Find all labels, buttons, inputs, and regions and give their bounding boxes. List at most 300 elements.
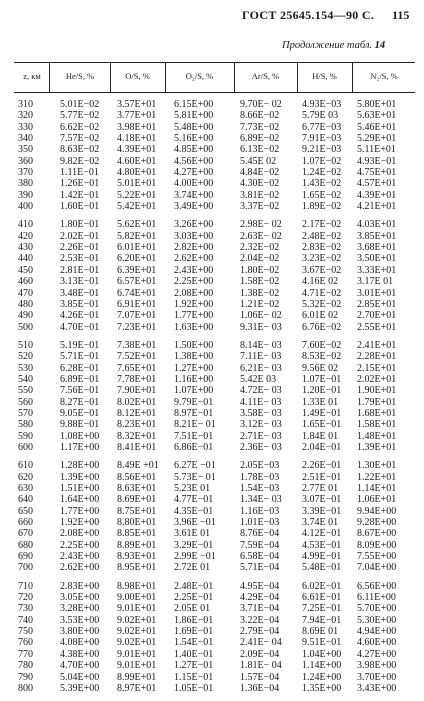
table-row — [14, 363, 415, 374]
helium-cell: 6.89E−01 — [60, 373, 100, 385]
page-header — [0, 8, 424, 28]
hydrogen-cell: 5.48E−01 — [302, 562, 342, 574]
nitrogen-cell: 3.50E+01 — [357, 253, 397, 265]
altitude-cell: 310 — [18, 99, 33, 110]
table-row — [14, 660, 415, 671]
altitude-cell: 600 — [18, 441, 33, 453]
hydrogen-cell: 6.61E−01 — [302, 592, 342, 604]
oxygen-cell: 6.39E+01 — [117, 264, 157, 276]
hydrogen-cell: 9.51E−01 — [302, 637, 342, 649]
altitude-cell: 660 — [18, 517, 33, 529]
argon-cell: 1.38E−02 — [240, 287, 280, 299]
altitude-cell: 500 — [18, 321, 33, 333]
argon-cell: 2.32E−02 — [240, 242, 280, 254]
argon-cell: 7.59E−04 — [240, 539, 280, 551]
hydrogen-cell: 4.53E−01 — [302, 539, 342, 551]
helium-cell: 5.39E+00 — [60, 682, 100, 694]
hydrogen-cell: 6.76E−02 — [302, 321, 342, 333]
molecular-oxygen-cell: 2.72E 01 — [174, 562, 211, 574]
argon-cell: 1.06E− 02 — [240, 310, 282, 322]
molecular-oxygen-cell: 8.21E− 01 — [174, 419, 216, 431]
row-group — [14, 99, 415, 212]
nitrogen-cell: 1.22E+01 — [357, 471, 397, 483]
nitrogen-cell: 4.39E+01 — [357, 189, 397, 201]
hydrogen-cell: 4.12E−01 — [302, 528, 342, 540]
oxygen-cell: 7.90E+01 — [117, 385, 157, 397]
column-header-hydrogen: H/S, % — [312, 71, 337, 81]
helium-cell: 3.85E−01 — [60, 298, 100, 310]
oxygen-cell: 9.02E+01 — [117, 637, 157, 649]
nitrogen-cell: 8.67E+00 — [357, 528, 397, 540]
nitrogen-cell: 4.60E+00 — [357, 637, 397, 649]
nitrogen-cell: 1.79E+01 — [357, 396, 397, 408]
oxygen-cell: 8.95E+01 — [117, 562, 157, 574]
molecular-oxygen-cell: 1.15E−01 — [174, 671, 214, 683]
altitude-cell: 650 — [18, 505, 33, 517]
helium-cell: 1.17E+00 — [60, 441, 100, 453]
argon-cell: 7.11E− 03 — [240, 351, 282, 363]
molecular-oxygen-cell: 2.05E 01 — [174, 603, 211, 615]
argon-cell: 2.63E− 02 — [240, 230, 282, 242]
altitude-cell: 580 — [18, 419, 33, 431]
nitrogen-cell: 1.14E+01 — [357, 483, 397, 494]
helium-cell: 2.25E+00 — [60, 539, 100, 551]
oxygen-cell: 9.00E+01 — [117, 592, 157, 604]
table-body — [14, 99, 415, 701]
oxygen-cell: 7.65E+01 — [117, 362, 157, 374]
argon-cell: 2.05E−03 — [240, 460, 280, 472]
hydrogen-cell: 3.74E 01 — [302, 517, 339, 529]
molecular-oxygen-cell: 1.05E−01 — [174, 682, 214, 694]
oxygen-cell: 4.18E+01 — [117, 133, 157, 145]
nitrogen-cell: 2.28E+01 — [357, 351, 397, 363]
altitude-cell: 640 — [18, 494, 33, 506]
nitrogen-cell: 7.04E+00 — [357, 562, 397, 574]
altitude-cell: 470 — [18, 287, 33, 299]
oxygen-cell: 5.22E+01 — [117, 189, 157, 201]
hydrogen-cell: 7.94E−01 — [302, 614, 342, 626]
helium-cell: 1.28E+00 — [60, 460, 100, 472]
helium-cell: 2.81E−01 — [60, 264, 100, 276]
altitude-cell: 770 — [18, 648, 33, 660]
oxygen-cell: 7.78E+01 — [117, 373, 157, 385]
molecular-oxygen-cell: 1.40E−01 — [174, 648, 214, 660]
argon-cell: 2.09E−04 — [240, 648, 280, 660]
helium-cell: 5.01E−02 — [60, 99, 100, 110]
argon-cell: 5.45E 02 — [240, 155, 277, 167]
table-row — [14, 265, 415, 276]
page-number: 115 — [392, 8, 410, 22]
oxygen-cell: 4.39E+01 — [117, 144, 157, 156]
altitude-cell: 480 — [18, 298, 33, 310]
altitude-cell: 430 — [18, 242, 33, 254]
oxygen-cell: 8.75E+01 — [117, 505, 157, 517]
table-row — [14, 472, 415, 483]
altitude-cell: 340 — [18, 133, 33, 145]
altitude-cell: 330 — [18, 121, 33, 133]
hydrogen-cell: 4.16E 02 — [302, 276, 339, 288]
helium-cell: 3.13E−01 — [60, 276, 100, 288]
oxygen-cell: 8.23E+01 — [117, 419, 157, 431]
oxygen-cell: 3.77E+01 — [117, 110, 157, 122]
nitrogen-cell: 4.03E+01 — [357, 219, 397, 231]
oxygen-cell: 6.74E+01 — [117, 287, 157, 299]
hydrogen-cell: 1.07E−02 — [302, 155, 342, 167]
table-row — [14, 242, 415, 253]
argon-cell: 1.58E−02 — [240, 276, 280, 288]
argon-cell: 2.04E−02 — [240, 253, 280, 265]
table-row — [14, 419, 415, 430]
hydrogen-cell: 1.65E−01 — [302, 419, 342, 431]
table-row — [14, 110, 415, 121]
table-top-rule — [14, 62, 415, 63]
nitrogen-cell: 4.93E−01 — [357, 155, 397, 167]
helium-cell: 1.77E+00 — [60, 505, 100, 517]
altitude-cell: 800 — [18, 682, 33, 694]
oxygen-cell: 6.01E+01 — [117, 242, 157, 254]
altitude-cell: 400 — [18, 201, 33, 213]
table-row — [14, 517, 415, 528]
nitrogen-cell: 1.48E+01 — [357, 430, 397, 442]
row-group — [14, 460, 415, 573]
table-row — [14, 133, 415, 144]
nitrogen-cell: 2.02E+01 — [357, 373, 397, 385]
argon-cell: 8.66E−02 — [240, 110, 280, 122]
oxygen-cell: 8.41E+01 — [117, 441, 157, 453]
hydrogen-cell: 5.79E 03 — [302, 110, 339, 122]
helium-cell: 5.04E+00 — [60, 671, 100, 683]
column-header-oxygen: O/S, % — [125, 71, 150, 81]
nitrogen-cell: 3.68E+01 — [357, 242, 397, 254]
table-row — [14, 351, 415, 362]
helium-cell: 4.70E+00 — [60, 660, 100, 672]
helium-cell: 1.51E+00 — [60, 483, 100, 494]
hydrogen-cell: 1.20E−01 — [302, 385, 342, 397]
nitrogen-cell: 9.28E+00 — [357, 517, 397, 529]
argon-cell: 1.36E−04 — [240, 682, 280, 694]
argon-cell: 3.81E−02 — [240, 189, 280, 201]
argon-cell: 5.42E 03 — [240, 373, 277, 385]
altitude-cell: 720 — [18, 592, 33, 604]
altitude-cell: 410 — [18, 219, 33, 231]
molecular-oxygen-cell: 4.27E+00 — [174, 167, 214, 179]
helium-cell: 1.42E−01 — [60, 189, 100, 201]
hydrogen-cell: 6.77E−03 — [302, 121, 342, 133]
helium-cell: 1.11E−01 — [60, 167, 99, 179]
nitrogen-cell: 2.15E+01 — [357, 362, 397, 374]
nitrogen-cell: 2.55E+01 — [357, 321, 397, 333]
table-row — [14, 494, 415, 505]
table-row — [14, 288, 415, 299]
molecular-oxygen-cell: 1.27E+00 — [174, 362, 214, 374]
hydrogen-cell: 1.04E+00 — [302, 648, 342, 660]
nitrogen-cell: 6.56E+00 — [357, 580, 397, 592]
table-row — [14, 483, 415, 494]
molecular-oxygen-cell: 2.82E+00 — [174, 242, 214, 254]
argon-cell: 7.73E−02 — [240, 121, 280, 133]
row-group — [14, 219, 415, 332]
oxygen-cell: 8.12E+01 — [117, 407, 157, 419]
helium-cell: 1.26E−01 — [60, 178, 100, 190]
nitrogen-cell: 5.30E+00 — [357, 614, 397, 626]
table-row — [14, 551, 415, 562]
table-row — [14, 190, 415, 201]
altitude-cell: 670 — [18, 528, 33, 540]
table-row — [14, 310, 415, 321]
oxygen-cell: 9.01E+01 — [117, 603, 157, 615]
table-row — [14, 672, 415, 683]
table-row — [14, 178, 415, 189]
molecular-oxygen-cell: 2.25E−01 — [174, 592, 214, 604]
molecular-oxygen-cell: 1.16E+00 — [174, 373, 214, 385]
argon-cell: 6.58E−04 — [240, 551, 280, 563]
nitrogen-cell: 9.94E+00 — [357, 505, 397, 517]
altitude-cell: 440 — [18, 253, 33, 265]
altitude-cell: 550 — [18, 385, 33, 397]
hydrogen-cell: 2.04E−01 — [302, 441, 342, 453]
nitrogen-cell: 1.68E+01 — [357, 407, 397, 419]
standard-title: ГОСТ 25645.154—90 С. — [242, 8, 375, 22]
molecular-oxygen-cell: 1.07E+00 — [174, 385, 214, 397]
molecular-oxygen-cell: 4.00E+00 — [174, 178, 214, 190]
hydrogen-cell: 1.24E+00 — [302, 671, 342, 683]
argon-cell: 1.78E−03 — [240, 471, 280, 483]
molecular-oxygen-cell: 1.63E+00 — [174, 321, 214, 333]
table-row — [14, 374, 415, 385]
molecular-oxygen-cell: 2.43E+00 — [174, 264, 214, 276]
table-row — [14, 442, 415, 453]
molecular-oxygen-cell: 1.54E−01 — [174, 637, 214, 649]
hydrogen-cell: 3.39E−01 — [302, 505, 342, 517]
argon-cell: 1.81E− 04 — [240, 660, 282, 672]
argon-cell: 1.54E−03 — [240, 483, 280, 494]
table-row — [14, 506, 415, 517]
nitrogen-cell: 5.70E+00 — [357, 603, 397, 615]
hydrogen-cell: 1.33E 01 — [302, 396, 339, 408]
helium-cell: 1.64E+00 — [60, 494, 100, 506]
hydrogen-cell: 2.26E−01 — [302, 460, 342, 472]
argon-cell: 2.79E−04 — [240, 626, 280, 638]
hydrogen-cell: 6.01E 02 — [302, 310, 339, 322]
hydrogen-cell: 3.67E−02 — [302, 264, 342, 276]
argon-cell: 1.16E−03 — [240, 505, 280, 517]
column-header-helium: He/S, % — [65, 71, 95, 81]
nitrogen-cell: 3.70E+00 — [357, 671, 397, 683]
oxygen-cell: 8.69E+01 — [117, 494, 157, 506]
nitrogen-cell: 1.06E+01 — [357, 494, 397, 506]
hydrogen-cell: 2.48E−02 — [302, 230, 342, 242]
nitrogen-cell: 2.70E+01 — [357, 310, 397, 322]
helium-cell: 3.80E+00 — [60, 626, 100, 638]
oxygen-cell: 4.60E+01 — [117, 155, 157, 167]
oxygen-cell: 9.01E+01 — [117, 660, 157, 672]
molecular-oxygen-cell: 3.49E+00 — [174, 201, 214, 213]
altitude-cell: 360 — [18, 155, 33, 167]
argon-cell: 3.12E− 03 — [240, 419, 282, 431]
altitude-cell: 700 — [18, 562, 33, 574]
hydrogen-cell: 8.53E−02 — [302, 351, 342, 363]
altitude-cell: 490 — [18, 310, 33, 322]
helium-cell: 9.82E−02 — [60, 155, 100, 167]
argon-cell: 3.37E−02 — [240, 201, 280, 213]
oxygen-cell: 8.89E+01 — [117, 539, 157, 551]
molecular-oxygen-cell: 1.27E−01 — [174, 660, 214, 672]
altitude-cell: 450 — [18, 264, 33, 276]
nitrogen-cell: 2.41E+01 — [357, 339, 397, 351]
column-header-altitude: z, км — [23, 71, 41, 81]
helium-cell: 2.26E−01 — [60, 242, 100, 254]
hydrogen-cell: 8.69E 01 — [302, 626, 339, 638]
hydrogen-cell: 4.99E−01 — [302, 551, 342, 563]
table-continuation-caption — [282, 40, 385, 51]
molecular-oxygen-cell: 5.81E+00 — [174, 110, 214, 122]
helium-cell: 4.26E−01 — [60, 310, 100, 322]
altitude-cell: 320 — [18, 110, 33, 122]
helium-cell: 5.71E−01 — [60, 351, 100, 363]
table-row — [14, 683, 415, 694]
molecular-oxygen-cell: 5.23E 01 — [174, 483, 211, 494]
nitrogen-cell: 5.11E+01 — [357, 144, 396, 156]
argon-cell: 3.71E−04 — [240, 603, 280, 615]
table-row — [14, 340, 415, 351]
oxygen-cell: 6.57E+01 — [117, 276, 157, 288]
molecular-oxygen-cell: 3.26E+00 — [174, 219, 214, 231]
oxygen-cell: 8.97E+01 — [117, 682, 157, 694]
table-row — [14, 408, 415, 419]
oxygen-cell: 5.82E+01 — [117, 230, 157, 242]
table-row — [14, 397, 415, 408]
altitude-cell: 460 — [18, 276, 33, 288]
molecular-oxygen-cell: 4.56E+00 — [174, 155, 214, 167]
table-row — [14, 167, 415, 178]
table-row — [14, 649, 415, 660]
molecular-oxygen-cell: 6.27E −01 — [174, 460, 216, 472]
nitrogen-cell: 1.30E+01 — [357, 460, 397, 472]
table-row — [14, 528, 415, 539]
argon-cell: 1.01E−03 — [240, 517, 280, 529]
column-divider — [49, 62, 50, 92]
nitrogen-cell: 3.01E+01 — [357, 287, 397, 299]
oxygen-cell: 8.32E+01 — [117, 430, 157, 442]
argon-cell: 2.98E− 02 — [240, 219, 282, 231]
table-row — [14, 322, 415, 333]
oxygen-cell: 8.63E+01 — [117, 483, 157, 494]
column-header-argon: Ar/S, % — [251, 71, 280, 81]
altitude-cell: 620 — [18, 471, 33, 483]
table-row — [14, 385, 415, 396]
helium-cell: 1.92E+00 — [60, 517, 100, 529]
molecular-oxygen-cell: 2.08E+00 — [174, 287, 214, 299]
table-row — [14, 253, 415, 264]
hydrogen-cell: 6.02E−01 — [302, 580, 342, 592]
oxygen-cell: 8.80E+01 — [117, 517, 157, 529]
hydrogen-cell: 1.89E−02 — [302, 201, 342, 213]
hydrogen-cell: 2.83E−02 — [302, 242, 342, 254]
hydrogen-cell: 7.25E−01 — [302, 603, 342, 615]
table-row — [14, 156, 415, 167]
table-row — [14, 581, 415, 592]
molecular-oxygen-cell: 9.79E−01 — [174, 396, 214, 408]
argon-cell: 1.34E− 03 — [240, 494, 282, 506]
oxygen-cell: 8.85E+01 — [117, 528, 157, 540]
hydrogen-cell: 3.23E−02 — [302, 253, 342, 265]
molecular-oxygen-cell: 1.69E−01 — [174, 626, 214, 638]
helium-cell: 9.05E−01 — [60, 407, 100, 419]
hydrogen-cell: 1.07E−01 — [302, 373, 342, 385]
helium-cell: 1.80E−01 — [60, 219, 100, 231]
molecular-oxygen-cell: 1.77E+00 — [174, 310, 214, 322]
argon-cell: 2.71E− 03 — [240, 430, 282, 442]
oxygen-cell: 5.01E+01 — [117, 178, 157, 190]
argon-cell: 4.72E− 03 — [240, 385, 282, 397]
nitrogen-cell: 3.17E 01 — [357, 276, 394, 288]
helium-cell: 2.53E−01 — [60, 253, 100, 265]
oxygen-cell: 7.38E+01 — [117, 339, 157, 351]
molecular-oxygen-cell: 2.62E+00 — [174, 253, 214, 265]
nitrogen-cell: 5.63E+01 — [357, 110, 397, 122]
molecular-oxygen-cell: 5.73E− 01 — [174, 471, 216, 483]
table-row — [14, 99, 415, 110]
hydrogen-cell: 9.56E 02 — [302, 362, 339, 374]
table-row — [14, 276, 415, 287]
argon-cell: 2.36E− 03 — [240, 441, 282, 453]
altitude-cell: 760 — [18, 637, 33, 649]
molecular-oxygen-cell: 2.25E+00 — [174, 276, 214, 288]
helium-cell: 5.77E−02 — [60, 110, 100, 122]
nitrogen-cell: 7.55E+00 — [357, 551, 397, 563]
column-header-molecular-oxygen: O₂/S, % — [185, 71, 214, 81]
altitude-cell: 710 — [18, 580, 33, 592]
helium-cell: 5.19E−01 — [60, 339, 100, 351]
oxygen-cell: 5.62E+01 — [117, 219, 157, 231]
argon-cell: 1.21E−02 — [240, 298, 280, 310]
molecular-oxygen-cell: 8.97E−01 — [174, 407, 214, 419]
molecular-oxygen-cell: 4.35E−01 — [174, 505, 214, 517]
altitude-cell: 420 — [18, 230, 33, 242]
hydrogen-cell: 4.93E−03 — [302, 99, 342, 110]
helium-cell: 2.83E+00 — [60, 580, 100, 592]
altitude-cell: 610 — [18, 460, 33, 472]
hydrogen-cell: 1.43E−02 — [302, 178, 342, 190]
hydrogen-cell: 1.24E−02 — [302, 167, 342, 179]
helium-cell: 4.38E+00 — [60, 648, 100, 660]
altitude-cell: 790 — [18, 671, 33, 683]
oxygen-cell: 8.93E+01 — [117, 551, 157, 563]
hydrogen-cell: 1.65E−02 — [302, 189, 342, 201]
oxygen-cell: 6.20E+01 — [117, 253, 157, 265]
altitude-cell: 540 — [18, 373, 33, 385]
helium-cell: 3.53E+00 — [60, 614, 100, 626]
argon-cell: 4.29E−04 — [240, 592, 280, 604]
helium-cell: 8.27E−01 — [60, 396, 100, 408]
helium-cell: 8.63E−02 — [60, 144, 100, 156]
argon-cell: 4.84E−02 — [240, 167, 280, 179]
table-row — [14, 562, 415, 573]
argon-cell: 4.30E−02 — [240, 178, 280, 190]
oxygen-cell: 8.99E+01 — [117, 671, 157, 683]
argon-cell: 4.11E− 03 — [240, 396, 282, 408]
altitude-cell: 590 — [18, 430, 33, 442]
molecular-oxygen-cell: 5.16E+00 — [174, 133, 214, 145]
argon-cell: 6.89E−02 — [240, 133, 280, 145]
table-row — [14, 540, 415, 551]
hydrogen-cell: 7.91E−03 — [302, 133, 342, 145]
table-row — [14, 592, 415, 603]
helium-cell: 2.62E+00 — [60, 562, 100, 574]
helium-cell: 1.39E+00 — [60, 471, 100, 483]
altitude-cell: 510 — [18, 339, 33, 351]
hydrogen-cell: 9.21E−03 — [302, 144, 342, 156]
